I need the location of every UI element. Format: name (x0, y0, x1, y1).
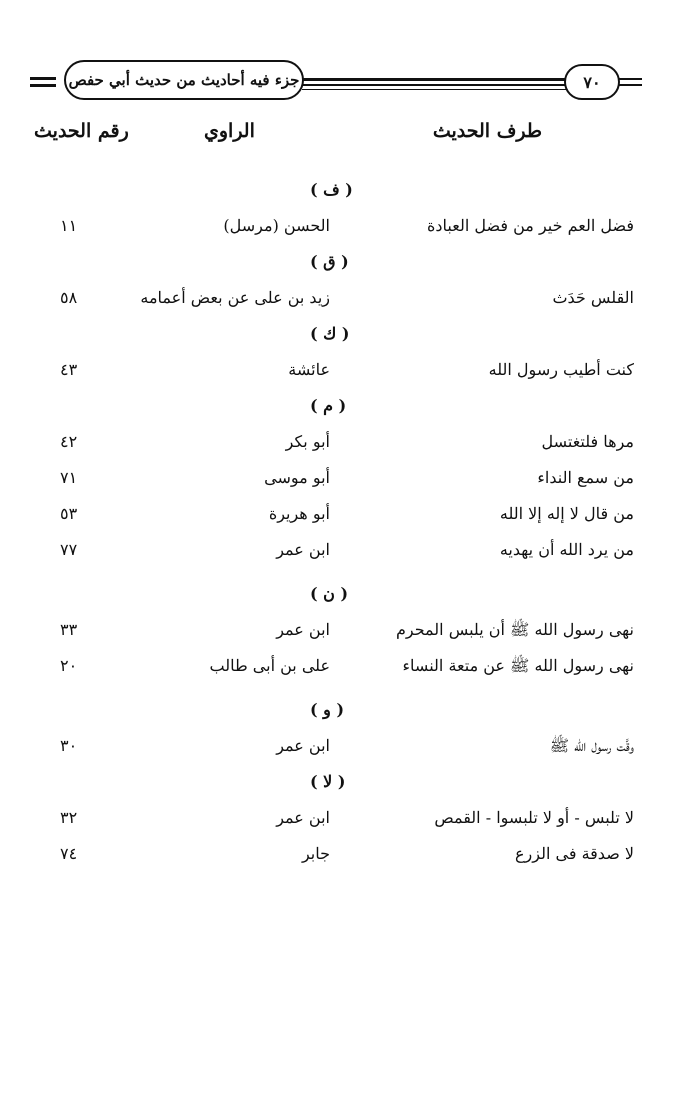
narrator-name: أبو بكر (285, 432, 330, 451)
table-row (0, 352, 684, 388)
narrator-name: ابن عمر (276, 736, 330, 755)
section-letter-lam-alif: ( لا ) (310, 772, 346, 791)
table-row (0, 280, 684, 316)
header-left-mark (30, 77, 56, 80)
header-right-mark (618, 84, 642, 86)
hadith-text: من سمع النداء (537, 468, 634, 487)
column-header-narrator: الراوي (204, 120, 255, 142)
hadith-text: لا صدقة فى الزرع (515, 844, 634, 863)
narrator-name: جابر (301, 844, 330, 863)
header-rule (302, 84, 590, 86)
hadith-number: ٣٢ (60, 808, 78, 827)
hadith-text: كنت أطيب رسول الله (488, 360, 634, 379)
hadith-text: لا تلبس - أو لا تلبسوا - القمص (434, 808, 634, 827)
narrator-name: زيد بن على عن بعض أعمامه (140, 288, 330, 307)
table-row (0, 612, 684, 648)
hadith-number: ٣٣ (60, 620, 78, 639)
section-letter-qaf: ( ق ) (310, 252, 349, 271)
hadith-index-list (0, 172, 684, 872)
narrator-name: عائشة (288, 360, 330, 379)
hadith-number: ٢٠ (60, 656, 78, 675)
narrator-name: على بن أبى طالب (209, 656, 330, 675)
hadith-text: من قال لا إله إلا الله (499, 504, 634, 523)
column-header-number: رقم الحديث (34, 120, 129, 142)
header-right-mark (618, 78, 642, 80)
column-header-hadith: طرف الحديث (432, 120, 542, 142)
hadith-number: ٧١ (60, 468, 78, 487)
table-row (0, 208, 684, 244)
section-letter-mim: ( م ) (310, 396, 347, 415)
hadith-text: نهى رسول الله ﷺ أن يلبس المحرم (395, 620, 634, 639)
hadith-text: القلس حَدَث (552, 288, 634, 307)
hadith-number: ٤٣ (60, 360, 78, 379)
table-row (0, 800, 684, 836)
narrator-name: الحسن (مرسل) (223, 216, 330, 235)
hadith-text: فضل العم خير من فضل العبادة (427, 216, 634, 235)
table-row (0, 648, 684, 684)
header-rule (302, 89, 590, 90)
section-letter-kaf: ( ك ) (310, 324, 350, 343)
book-title: جزء فيه أحاديث من حديث أبي حفص (64, 60, 304, 100)
hadith-number: ٣٠ (60, 736, 78, 755)
hadith-text: مرها فلتغتسل (541, 432, 634, 451)
table-row (0, 424, 684, 460)
table-row (0, 836, 684, 872)
hadith-text: وقَّت رسول الله ﷺ (549, 736, 634, 755)
header-rule (302, 78, 590, 81)
page-number: ٧٠ (564, 64, 620, 100)
table-row (0, 532, 684, 568)
narrator-name: ابن عمر (276, 808, 330, 827)
hadith-number: ٧٤ (60, 844, 78, 863)
section-letter-nun: ( ن ) (310, 584, 349, 603)
hadith-number: ٧٧ (60, 540, 78, 559)
hadith-number: ٥٨ (60, 288, 78, 307)
table-row (0, 460, 684, 496)
narrator-name: ابن عمر (276, 540, 330, 559)
narrator-name: أبو هريرة (268, 504, 330, 523)
hadith-number: ٥٣ (60, 504, 78, 523)
running-header (30, 58, 642, 108)
table-row (0, 728, 684, 764)
section-letter-waw: ( و ) (310, 700, 345, 719)
table-row (0, 496, 684, 532)
hadith-text: نهى رسول الله ﷺ عن متعة النساء (402, 656, 634, 675)
hadith-number: ١١ (60, 216, 78, 235)
narrator-name: أبو موسى (264, 468, 330, 487)
narrator-name: ابن عمر (276, 620, 330, 639)
section-letter-fa: ( ف ) (310, 180, 353, 199)
hadith-text: من يرد الله أن يهديه (499, 540, 634, 559)
header-left-mark (30, 84, 56, 87)
hadith-number: ٤٢ (60, 432, 78, 451)
